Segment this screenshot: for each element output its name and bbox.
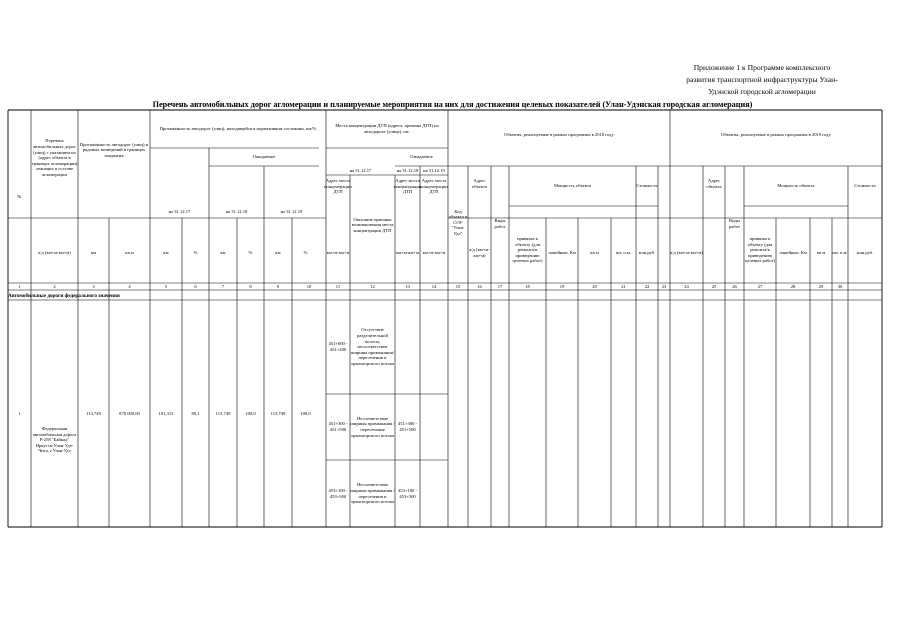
header-length: Протяжённость автодорог (улиц) и рядовых возведений в границах покрытия [79, 141, 149, 158]
unit-ad-2018: а/д (км+м-км+м) [469, 247, 490, 258]
column-number-cell: 21 [621, 283, 626, 289]
column-number-cell: 20 [592, 283, 597, 289]
unit-km-4: км [275, 250, 281, 256]
unit-dtp-range-2019: км+м-км+м [422, 250, 446, 256]
dtp-reason-3: Несоответствие ширины примыкания /пересечения и транспортного потока [350, 482, 395, 505]
header-normative: Протяжённость автодорог (улиц), находящейся в нормативном состоянии, км/% [159, 126, 317, 132]
dtp-address-2018-2: 451+300 - 451+500 [397, 421, 418, 432]
column-number-cell: 30 [837, 283, 843, 289]
unit-km-2: км [163, 250, 169, 256]
column-number-cell: 17 [497, 283, 503, 289]
column-number-cell: 3 [92, 283, 95, 289]
column-number-cell: 28 [790, 283, 796, 289]
column-number-cell: 11 [335, 283, 341, 289]
column-number-cell: 29 [818, 283, 824, 289]
header-cost-2018: Стоимость [636, 183, 658, 189]
column-number-cell: 14 [431, 283, 437, 289]
header-capacity-2018: Мощность объекта [553, 183, 592, 189]
column-number-cell: 19 [559, 283, 565, 289]
unit-lin-2018: линейные, Км [548, 250, 576, 256]
column-number-cell: 12 [370, 283, 375, 289]
dtp-address-2: 451+300 - 451+500 [328, 421, 348, 432]
header-dtp-expected: Ожидаемое [410, 154, 433, 160]
unit-priv-2018: привязка к объекту (для ремонта/к приведению целевых работ) [512, 236, 543, 264]
column-number-cell: 18 [525, 283, 530, 289]
header-at-2019: на 31.12.19 [280, 209, 303, 215]
unit-mln-2018: млн.руб. [638, 250, 656, 256]
row-num: 1 [18, 410, 21, 416]
row-2017-km: 101,313 [158, 410, 174, 416]
unit-dtp-range: км+м-км+м [326, 250, 350, 256]
appendix-line-1: Приложение 1 к Программе комплексного [693, 63, 831, 72]
unit-pct-2: % [193, 250, 198, 256]
header-dtp: Места концентрации ДТП (адреса, причина ДТП) на автодороге (улице), шт. [335, 123, 439, 134]
header-road-list: Перечень автомобильных дорог (улиц) с указанием их (адрес объекта в границах агломерации) лежащих в составе агломерации [31, 138, 78, 177]
column-number-cell: 25 [711, 283, 717, 289]
header-dtp-2018: на 31.12.18 [396, 167, 419, 173]
row-2017-pct: 89,1 [191, 410, 200, 416]
column-number-cell: 7 [221, 283, 225, 289]
unit-pct-4: % [303, 250, 308, 256]
unit-mln-2019: млн.руб. [856, 250, 874, 256]
unit-kvm-1: кв.м [125, 250, 134, 256]
document-title: Перечень автомобильных дорог агломерации и планируемые мероприятия на них для достижения целевых показателей (Улан-Удэнская городская агломерация) [152, 100, 753, 109]
dtp-address-1: 451+000 - 451+200 [328, 341, 348, 352]
row-road-name: Федеральная автомобильная дорога Р-258 "Байкал" Иркутск-Улан-Удэ-Чита, г.Улан-Удэ [32, 426, 77, 454]
column-number-cell: 10 [306, 283, 312, 289]
column-number-cell: 23 [661, 283, 667, 289]
column-number-cell: 13 [405, 283, 410, 289]
row-area-kvm: 878 000,00 [119, 410, 140, 416]
unit-km-3: км [220, 250, 226, 256]
appendix-line-3: Удэнской городской агломерации [708, 87, 816, 96]
unit-sqm-2018: кв.м [590, 250, 599, 256]
header-dtp-address: Адрес места концентрации ДТП [324, 178, 352, 195]
section-title: Автомобильные дороги федерального значения [8, 293, 120, 299]
column-number-cell: 15 [455, 283, 461, 289]
unit-lin-2019: линейные, Км [779, 250, 807, 256]
unit-ad: а/д (км+м-км+м) [38, 250, 71, 256]
column-number-cell: 9 [276, 283, 280, 289]
unit-pcs-2018: шт, п.м. [615, 250, 632, 256]
column-number-cell: 1 [18, 283, 21, 289]
dtp-reason-1: Отсутствие разделительной полосы, несоответствие ширины примыкания/пересечения и транспортного потока [350, 327, 395, 366]
unit-pct-3: % [248, 250, 253, 256]
header-dtp-address-2018: Адрес места концентрации ДТП [393, 178, 422, 195]
header-dtp-address-2019: Адрес места концентрации ДТП [420, 178, 448, 195]
appendix-line-2: развития транспортной инфраструктуры Улан- [686, 75, 838, 84]
column-number-cell: 4 [128, 283, 131, 289]
row-2018-pct: 100,0 [245, 410, 256, 416]
unit-km-1: км [90, 250, 97, 256]
header-dtp-2019: на 31.12.19 [423, 167, 445, 173]
column-number-cell: 16 [477, 283, 482, 289]
unit-dtp-range-2018: км+м-км+м [396, 250, 419, 256]
header-work-type-2019: Виды работ [729, 218, 740, 229]
header-obj-address-2018: Адрес объекта [471, 178, 488, 189]
row-2019-pct: 100,0 [300, 410, 311, 416]
row-2018-km: 113,749 [215, 410, 231, 416]
row-length-km: 113,749 [86, 410, 101, 416]
column-number-cell: 22 [644, 283, 650, 289]
header-at-2018: на 31.12.18 [225, 209, 248, 215]
header-work-type-2018: Виды работ [494, 218, 506, 229]
row-2019-km: 113,749 [270, 410, 286, 416]
column-number-cell: 24 [684, 283, 689, 289]
dtp-address-2018-3: 453+100 - 453+300 [397, 487, 418, 499]
unit-ad-2019: а/д (км+м-км+м) [670, 250, 703, 256]
unit-sqm-2019: кв.м [816, 250, 826, 256]
header-dtp-at-2017: на 31.12.17 [349, 167, 372, 173]
unit-pcs-2019: шт, п.м. [832, 250, 848, 256]
column-number-cell: 6 [194, 283, 197, 289]
header-objects-2018: Объекты, реализуемые в рамках программы в 2018 году [504, 132, 614, 138]
header-capacity-2019: Мощность объекта [777, 183, 815, 189]
column-number-cell: 27 [757, 283, 763, 289]
header-objects-2019: Объекты, реализуемые в рамках программы в 2019 году [721, 132, 831, 138]
header-cost-2019: Стоимость [854, 183, 876, 189]
header-expected: Ожидаемое [252, 154, 276, 160]
header-at-2017: на 31.12.17 [168, 209, 191, 215]
unit-priv-2019: привязка к объекту (для ремонта/к приведению целевых работ) [745, 236, 775, 264]
header-code: Код объекта в СОУ "Улан-Удэ" [448, 208, 468, 236]
column-number-cell: 8 [249, 283, 252, 289]
column-number-cell: 5 [164, 283, 168, 289]
header-obj-address-2019: Адрес объекта [706, 178, 722, 189]
column-number-cell: 26 [732, 283, 737, 289]
column-number-cell: 2 [53, 283, 56, 289]
header-num: № [17, 193, 22, 199]
header-dtp-reason: Описание причины возникновения места концентрации ДТП [351, 216, 394, 233]
dtp-address-3: 453+100 - 453+300 [328, 487, 348, 499]
dtp-reason-2: Несоответствие ширины примыкания /пересечения транспортного потока [350, 415, 395, 438]
